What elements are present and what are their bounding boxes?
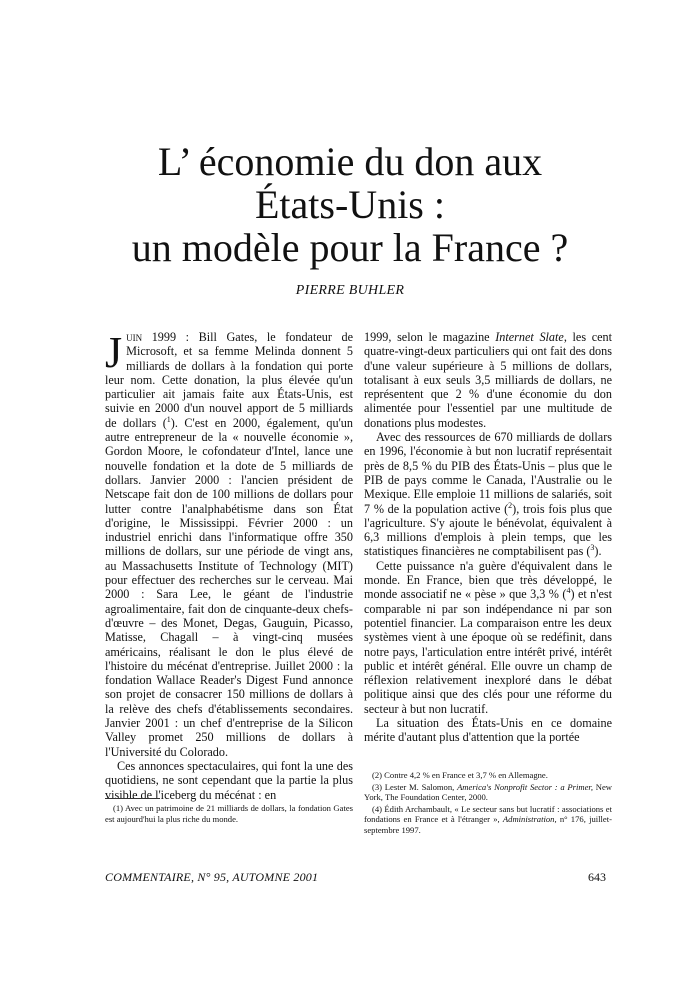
- footnote-ref[interactable]: 3: [590, 543, 595, 553]
- page-number: 643: [588, 870, 606, 884]
- text-run: (4) Édith Archambault, « Le secteur sans but lucratif : associations et fondations en France et à l'étranger »,: [364, 803, 612, 824]
- footnote: [364, 804, 612, 836]
- right-column: [364, 330, 612, 745]
- footnotes-left: [105, 803, 353, 825]
- running-footer: COMMENTAIRE, N° 95, AUTOMNE 2001: [105, 870, 319, 884]
- text-run: ), trois fois plus que l'agriculture. S'y ajoute le bénévolat, équivalent à 6,3 millions d'emplois à plein temps, que les statistiques financières ne comptabilisent pas (: [364, 501, 613, 559]
- paragraph: [364, 330, 612, 430]
- text-run: ). C'est en 2000, également, qu'un autre entrepreneur de la « nouvelle économie », Gordon Moore, le cofondateur d'Intel, lance une nouvelle fondation et la dote de 5 milliards de dollars. Janvier 2000 : l'ancien président de Netscape fait don de 100 millions de dollars pour lutter contre l'analphabétisme dans son État d'origine, le Mississippi. Février 2000 : un industriel enrichi dans l'informatique offre 350 millions de dollars, sur une période de vingt ans, au Massachusetts Institute of Technology (MIT) pour effectuer des recherches sur le cerveau. Mai 2000 : Sara Lee, le géant de l'industrie agroalimentaire, fait don de cinquante-deux chefs-d'œuvre – des Monet, Degas, Gauguin, Picasso, Matisse, Chagall – à vingt-cinq musées américains, réalisant le don le plus élevé de l'histoire du mécénat d'entreprise. Juillet 2000 : la fondation Wallace Reader's Digest Fund annonce son projet de consacrer 150 millions de dollars à la relève des chefs d'établissements secondaires. Janvier 2001 : un chef d'entreprise de la Silicon Valley promet 250 millions de dollars à l'Université du Colorado.: [105, 415, 353, 759]
- paragraph: La situation des États-Unis en ce domaine mérite d'autant plus d'attention que la portée: [364, 716, 612, 745]
- footnote-ref[interactable]: 4: [566, 586, 571, 596]
- footnote: (1) Avec un patrimoine de 21 milliards de dollars, la fondation Gates est aujourd'hui la plus riche du monde.: [105, 803, 353, 824]
- text-run: New York, The Foundation Center, 2000.: [364, 781, 612, 802]
- title-line-1: L’ économie du don aux: [157, 139, 543, 184]
- footnote-ref[interactable]: 1: [166, 414, 171, 424]
- paragraph: [364, 430, 612, 559]
- text-run: 1999 : Bill Gates, le fondateur de Microsoft, et sa femme Melinda donnent 5 milliards de dollars à la fondation qui porte leur nom. Cette donation, la plus élevée qu'un particulier ait jamais faite aux États-Unis, est suivie en 2000 d'un nouvel apport de 5 milliards de dollars (: [105, 330, 353, 430]
- footnotes-right: [364, 770, 612, 836]
- footnote-divider: [105, 798, 160, 799]
- text-run: Avec des ressources de 670 milliards de dollars en 1996, l'économie à but non lucratif représentait près de 8,5 % du PIB des États-Unis – plus que le PIB de pays comme le Canada, l'Australie ou le Mexique. Elle emploie 11 millions de salariés, soit 7 % de la population active (: [364, 430, 612, 516]
- footnote-ref[interactable]: 2: [508, 500, 513, 510]
- article-title: [0, 140, 700, 269]
- drop-cap: J: [105, 328, 123, 377]
- footnote: (2) Contre 4,2 % en France et 3,7 % en Allemagne.: [372, 770, 548, 780]
- book-title: America's Nonprofit Sector : a Primer,: [457, 781, 593, 792]
- text-run: ) et n'est comparable ni par son indépendance ni par son potentiel financier. La comparaison entre les deux systèmes vient à une époque où se redéfinit, dans notre pays, l'articulation entre intérêt privé, intérêt public et intérêt général. Elle ouvre un champ de réflexion relativement inexploré dans le débat politique ainsi que des clés pour une réforme du secteur à but non lucratif.: [364, 587, 612, 716]
- journal-title: Administration,: [502, 814, 557, 824]
- text-run: n° 176, juillet-septembre 1997.: [364, 814, 612, 835]
- author-name: PIERRE BUHLER: [295, 283, 405, 298]
- text-run: Cette puissance n'a guère d'équivalent dans le monde. En France, bien que très développé, le monde associatif ne « pèse » que 3,3 % (: [364, 558, 612, 602]
- opening-smallcaps: uin: [126, 330, 143, 344]
- paragraph: [364, 559, 612, 716]
- magazine-title: Internet Slate: [495, 330, 564, 344]
- text-run: ).: [594, 544, 602, 559]
- paragraph: [105, 330, 353, 759]
- footnote: [364, 782, 612, 803]
- title-line-3: un modèle pour la France ?: [131, 225, 569, 270]
- paragraph: Ces annonces spectaculaires, qui font la une des quotidiens, ne sont cependant que la partie la plus visible de l'iceberg du mécénat : en: [105, 758, 353, 802]
- text-run: (3) Lester M. Salomon,: [372, 781, 458, 792]
- text-run: 1999, selon le magazine: [364, 330, 496, 344]
- left-column: [105, 330, 353, 802]
- title-line-2: États-Unis :: [255, 182, 445, 227]
- text-run: , les cent quatre-vingt-deux particuliers qui ont fait des dons d'une valeur supérieure à 5 millions de dollars, totalisant à eux seuls 3,5 milliards de dollars, ne représentent que 2 % d'une économie du don alimentée pour l'essentiel par une multitude de donations plus modestes.: [364, 330, 613, 430]
